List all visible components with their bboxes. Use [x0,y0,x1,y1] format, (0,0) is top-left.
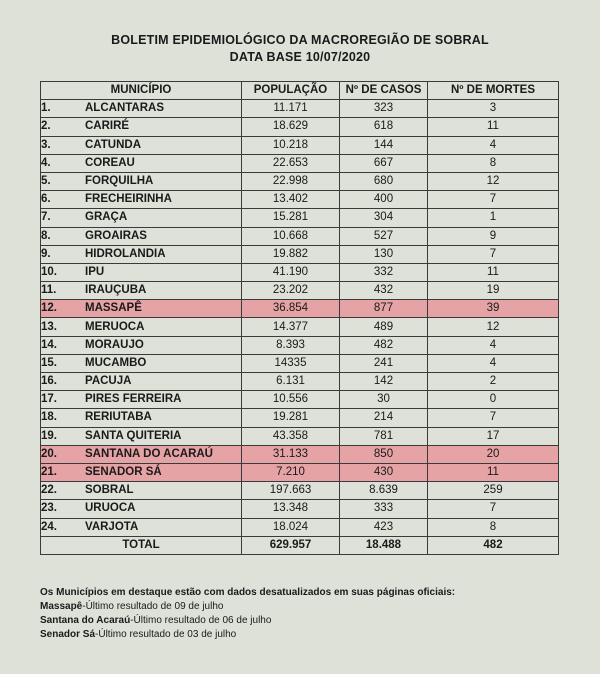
cases-cell: 667 [340,154,428,172]
municipio-name: COREAU [85,156,135,169]
deaths-cell: 1 [428,209,559,227]
table-row [41,282,559,300]
row-number: 23. [41,502,57,515]
deaths-cell: 2 [428,373,559,391]
municipio-name: IRAUÇUBA [85,284,147,297]
deaths-cell: 7 [428,500,559,518]
municipio-cell [41,482,242,500]
population-cell: 13.348 [242,500,340,518]
deaths-cell: 3 [428,100,559,118]
population-cell: 43.358 [242,427,340,445]
cases-cell: 333 [340,500,428,518]
population-cell: 13.402 [242,191,340,209]
cases-cell: 323 [340,100,428,118]
population-cell: 22.998 [242,172,340,190]
municipio-cell [41,427,242,445]
population-cell: 18.629 [242,118,340,136]
municipio-name: GROAIRAS [85,229,147,242]
table-row [41,263,559,281]
municipio-name: SOBRAL [85,484,134,497]
table-row [41,209,559,227]
table-row [41,391,559,409]
cases-cell: 241 [340,354,428,372]
table-row [41,136,559,154]
row-number: 20. [41,447,57,460]
row-number: 15. [41,356,57,369]
footnotes [40,586,455,642]
population-cell: 7.210 [242,463,340,481]
population-cell: 6.131 [242,373,340,391]
municipio-name: SANTANA DO ACARAÚ [85,447,213,460]
municipio-cell [41,445,242,463]
municipio-name: MUCAMBO [85,356,147,369]
deaths-cell: 8 [428,518,559,536]
cases-cell: 423 [340,518,428,536]
deaths-cell: 20 [428,445,559,463]
municipio-cell [41,209,242,227]
row-number: 11. [41,284,57,297]
row-number: 21. [41,466,57,479]
municipio-cell [41,191,242,209]
table-row [41,500,559,518]
header-populacao: POPULAÇÃO [242,82,340,100]
population-cell: 23.202 [242,282,340,300]
municipio-cell [41,154,242,172]
cases-cell: 142 [340,373,428,391]
municipio-name: VARJOTA [85,520,139,533]
municipio-cell [41,336,242,354]
deaths-cell: 9 [428,227,559,245]
deaths-cell: 8 [428,154,559,172]
table-row [41,482,559,500]
table-row [41,245,559,263]
row-number: 5. [41,175,51,188]
table-row [41,154,559,172]
population-cell: 15.281 [242,209,340,227]
table-header-row [41,82,559,100]
cases-cell: 8.639 [340,482,428,500]
municipio-cell [41,463,242,481]
table-body [41,100,559,537]
population-cell: 19.882 [242,245,340,263]
cases-cell: 482 [340,336,428,354]
footnote-item [40,628,455,642]
deaths-cell: 0 [428,391,559,409]
deaths-cell: 17 [428,427,559,445]
cases-cell: 304 [340,209,428,227]
municipio-cell [41,245,242,263]
table-row [41,336,559,354]
table-row [41,463,559,481]
cases-cell: 781 [340,427,428,445]
footnote-item [40,614,455,628]
row-number: 12. [41,302,57,315]
table-row [41,409,559,427]
deaths-cell: 4 [428,336,559,354]
municipio-name: SENADOR SÁ [85,466,162,479]
population-cell: 36.854 [242,300,340,318]
table-row [41,172,559,190]
municipio-cell [41,354,242,372]
municipio-name: IPU [85,265,105,278]
table-row [41,445,559,463]
population-cell: 10.668 [242,227,340,245]
total-label: TOTAL [41,536,242,554]
row-number: 8. [41,229,51,242]
bulletin-date: DATA BASE 10/07/2020 [229,50,371,64]
deaths-cell: 4 [428,354,559,372]
row-number: 19. [41,429,57,442]
row-number: 17. [41,393,57,406]
municipio-name: MORAUJO [85,338,144,351]
cases-table [40,81,559,555]
row-number: 7. [41,211,51,224]
population-cell: 18.024 [242,518,340,536]
municipio-cell [41,409,242,427]
municipio-cell [41,136,242,154]
municipio-cell [41,391,242,409]
cases-cell: 30 [340,391,428,409]
municipio-cell [41,518,242,536]
row-number: 14. [41,338,57,351]
footnote-name: Massapê [40,601,83,612]
municipio-cell [41,373,242,391]
deaths-cell: 259 [428,482,559,500]
municipio-name: RERIUTABA [85,411,152,424]
municipio-name: HIDROLANDIA [85,247,166,260]
footnote-name: Santana do Acaraú [40,615,131,626]
deaths-cell: 7 [428,245,559,263]
table-row [41,227,559,245]
header-casos: Nº DE CASOS [340,82,428,100]
population-cell: 11.171 [242,100,340,118]
table-row [41,373,559,391]
municipio-name: FORQUILHA [85,175,154,188]
population-cell: 31.133 [242,445,340,463]
deaths-cell: 11 [428,118,559,136]
population-cell: 10.556 [242,391,340,409]
deaths-cell: 7 [428,191,559,209]
deaths-cell: 4 [428,136,559,154]
cases-cell: 850 [340,445,428,463]
cases-cell: 400 [340,191,428,209]
municipio-cell [41,172,242,190]
footnote-text: -Último resultado de 03 de julho [95,629,237,640]
cases-cell: 489 [340,318,428,336]
population-cell: 14.377 [242,318,340,336]
footnote-intro: Os Municípios em destaque estão com dados desatualizados em suas páginas oficiais: [40,587,456,598]
municipio-name: GRAÇA [85,211,128,224]
cases-cell: 877 [340,300,428,318]
municipio-cell [41,500,242,518]
municipio-cell [41,282,242,300]
table-row [41,191,559,209]
municipio-cell [41,118,242,136]
footnote-text: -Último resultado de 06 de julho [130,615,272,626]
population-cell: 41.190 [242,263,340,281]
municipio-name: PIRES FERREIRA [85,393,182,406]
cases-cell: 130 [340,245,428,263]
deaths-cell: 7 [428,409,559,427]
deaths-cell: 39 [428,300,559,318]
population-cell: 19.281 [242,409,340,427]
table-row [41,518,559,536]
municipio-name: SANTA QUITERIA [85,429,182,442]
table-row [41,354,559,372]
deaths-cell: 19 [428,282,559,300]
deaths-cell: 11 [428,263,559,281]
cases-cell: 618 [340,118,428,136]
row-number: 1. [41,102,51,115]
header-mortes: Nº DE MORTES [428,82,559,100]
population-cell: 197.663 [242,482,340,500]
row-number: 2. [41,120,51,133]
row-number: 9. [41,247,51,260]
cases-cell: 430 [340,463,428,481]
municipio-name: PACUJA [85,375,132,388]
total-row [41,536,559,554]
deaths-cell: 12 [428,172,559,190]
municipio-name: CARIRÉ [85,120,130,133]
table-row [41,300,559,318]
table-row [41,318,559,336]
footnote-text: -Último resultado de 09 de julho [82,601,224,612]
total-cases: 18.488 [340,536,428,554]
municipio-name: MERUOCA [85,320,145,333]
municipio-name: MASSAPÊ [85,302,142,315]
population-cell: 8.393 [242,336,340,354]
total-deaths: 482 [428,536,559,554]
row-number: 24. [41,520,57,533]
total-population: 629.957 [242,536,340,554]
population-cell: 22.653 [242,154,340,172]
table-row [41,118,559,136]
cases-cell: 214 [340,409,428,427]
table-row [41,427,559,445]
row-number: 16. [41,375,57,388]
municipio-cell [41,100,242,118]
footnote-item [40,600,455,614]
municipio-cell [41,300,242,318]
row-number: 22. [41,484,57,497]
municipio-name: ALCANTARAS [85,102,165,115]
row-number: 10. [41,265,57,278]
cases-cell: 332 [340,263,428,281]
table-row [41,100,559,118]
municipio-cell [41,227,242,245]
municipio-name: URUOCA [85,502,136,515]
cases-cell: 527 [340,227,428,245]
row-number: 13. [41,320,57,333]
row-number: 6. [41,193,51,206]
header-municipio: MUNICÍPIO [41,82,242,100]
population-cell: 10.218 [242,136,340,154]
cases-cell: 144 [340,136,428,154]
population-cell: 14335 [242,354,340,372]
bulletin-title: BOLETIM EPIDEMIOLÓGICO DA MACROREGIÃO DE SOBRAL [111,33,489,47]
cases-cell: 432 [340,282,428,300]
row-number: 3. [41,138,51,151]
footnote-name: Senador Sá [40,629,96,640]
cases-cell: 680 [340,172,428,190]
row-number: 4. [41,156,51,169]
deaths-cell: 12 [428,318,559,336]
deaths-cell: 11 [428,463,559,481]
municipio-cell [41,263,242,281]
row-number: 18. [41,411,57,424]
municipio-cell [41,318,242,336]
municipio-name: CATUNDA [85,138,142,151]
municipio-name: FRECHEIRINHA [85,193,172,206]
